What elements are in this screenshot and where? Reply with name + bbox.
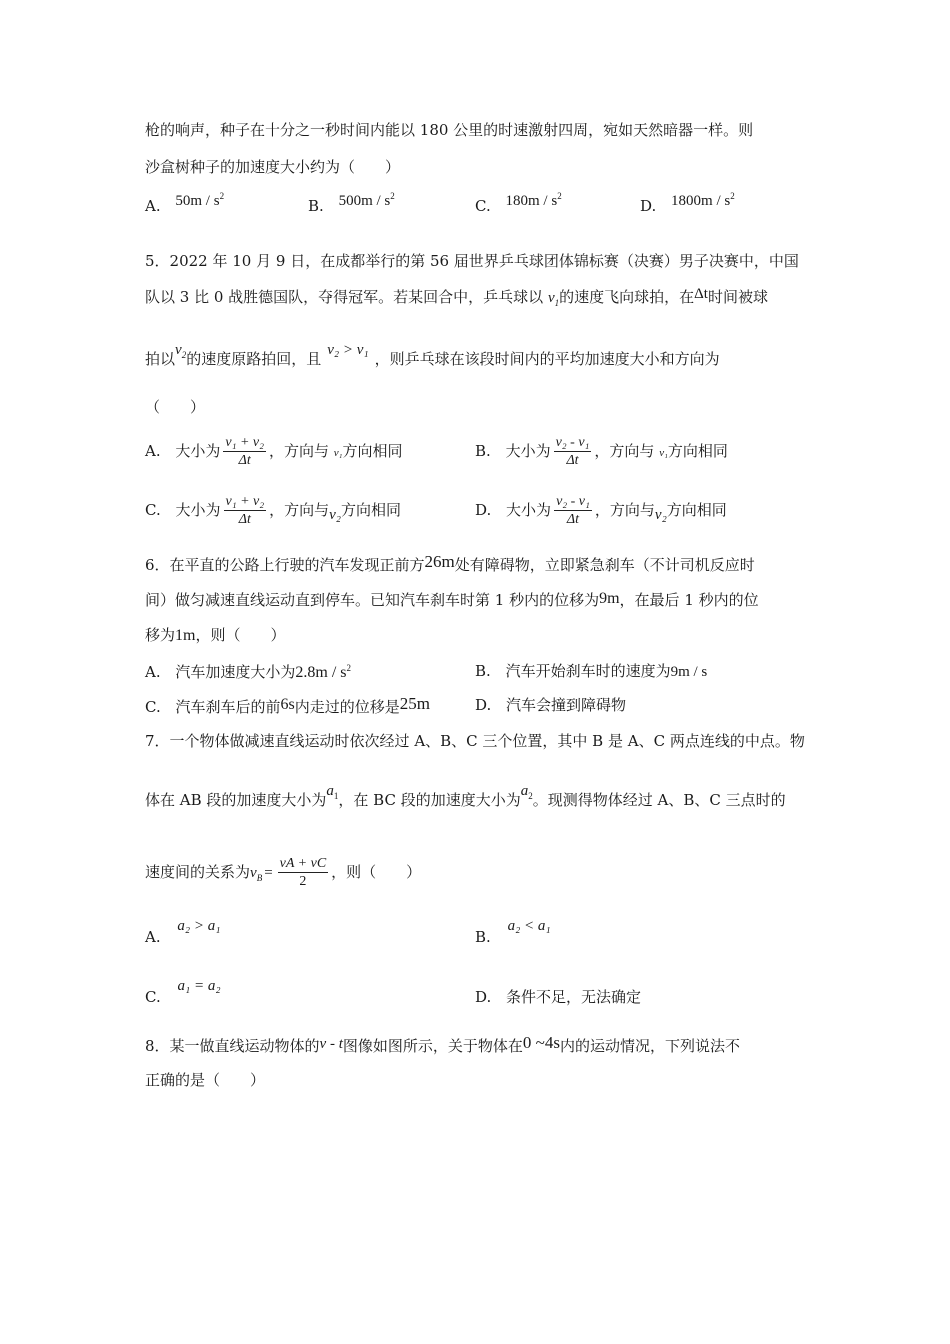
q4-option-c: C. $180m / s^2$ (475, 191, 562, 215)
q5-option-c: C. 大小为 $\frac{\text{v₁ + v₂}}{\Delta t}$ ，方向与v₂方向相同 (145, 494, 402, 527)
q4-line2: 沙盒树种子的加速度大小约为（ ） (145, 158, 401, 176)
fraction: $\frac{\text{v₂ - v₁}}{\Delta t}$ (556, 494, 590, 527)
q6-option-b: B. 汽车开始刹车时的速度为9m / s (475, 662, 708, 680)
fraction: $\frac{\text{v₁ + v₂}}{\Delta t}$ (225, 435, 265, 468)
fraction: $\frac{\text{v₂ - v₁}}{\Delta t}$ (555, 435, 590, 468)
fraction: $\frac{\text{v₁ + v₂}}{\Delta t}$ (225, 494, 265, 527)
fraction: $\frac{vA + vC}{2}$ (279, 856, 327, 889)
q6-line2: 间）做匀减速直线运动直到停车。已知汽车刹车时第 1 秒内的位移为9m，在最后 1 秒内的位 (145, 590, 759, 609)
q6-option-a: A. 汽车加速度大小为$2.8m / s^2$ (145, 663, 352, 681)
q8-line1: 8．某一做直线运动物体的v - t图像如图所示，关于物体在0 ~4s内的运动情况，下列说法不 (145, 1033, 740, 1055)
q6-line3: 移为1m，则（ ） (145, 626, 286, 644)
q5-option-b: B. 大小为 $\frac{\text{v₂ - v₁}}{\Delta t}$ ，方向与 v₁方向相同 (475, 435, 728, 468)
q7-option-c: C. a₁ = a₂ (145, 978, 221, 1006)
q7-line2: 体在 AB 段的加速度大小为$a_1$，在 BC 段的加速度大小为$a_2$。现测得物体经过 A、B、C 三点时的 (145, 783, 786, 809)
q8-line2: 正确的是（ ） (145, 1071, 266, 1089)
q6-line1: 6．在平直的公路上行驶的汽车发现正前方26m处有障碍物，立即紧急刹车（不计司机反应时 (145, 552, 755, 574)
q6-option-d: D. 汽车会撞到障碍物 (475, 696, 627, 714)
q7-line3: 速度间的关系为$v_B$ = $\frac{vA + vC}{2}$ ，则（ ） (145, 856, 422, 889)
q4-option-a: A. $50m / s^2$ (145, 191, 225, 215)
q5-option-d: D. 大小为 $\frac{\text{v₂ - v₁}}{\Delta t}$ ，方向与v₂方向相同 (475, 494, 727, 527)
q5-option-a: A. 大小为 $\frac{\text{v₁ + v₂}}{\Delta t}$ ，方向与 v₁方向相同 (145, 435, 403, 468)
q4-option-b: B. $500m / s^2$ (308, 191, 395, 215)
q4-line1: 枪的响声，种子在十分之一秒时间内能以 180 公里的时速激射四周，宛如天然暗器一样。则 (145, 121, 754, 139)
q7-option-a: A. a₂ > a₁ (145, 918, 221, 946)
q4-option-d: D. $1800m / s^2$ (640, 191, 735, 215)
q6-option-c: C. 汽车刹车后的前6s内走过的位移是25m (145, 694, 430, 716)
q7-option-d: D. 条件不足，无法确定 (475, 988, 642, 1006)
q5-paren: （ ） (145, 398, 206, 416)
q5-line3: 拍以$v_2$的速度原路拍回，且 v₂ > v₁ ，则乒乓球在该段时间内的平均加速度大小和方向为 (145, 342, 720, 368)
q7-option-b: B. a₂ < a₁ (475, 918, 551, 946)
q5-line2: 队以 3 比 0 战胜德国队，夺得冠军。若某回合中，乒乓球以 $v_1$的速度飞向球拍，在Δt时间被球 (145, 286, 768, 308)
q7-line1: 7．一个物体做减速直线运动时依次经过 A、B、C 三个位置，其中 B 是 A、C 两点连线的中点。物 (145, 732, 805, 750)
q5-line1: 5．2022 年 10 月 9 日，在成都举行的第 56 届世界乒乓球团体锦标赛（决赛）男子决赛中，中国 (145, 252, 799, 270)
